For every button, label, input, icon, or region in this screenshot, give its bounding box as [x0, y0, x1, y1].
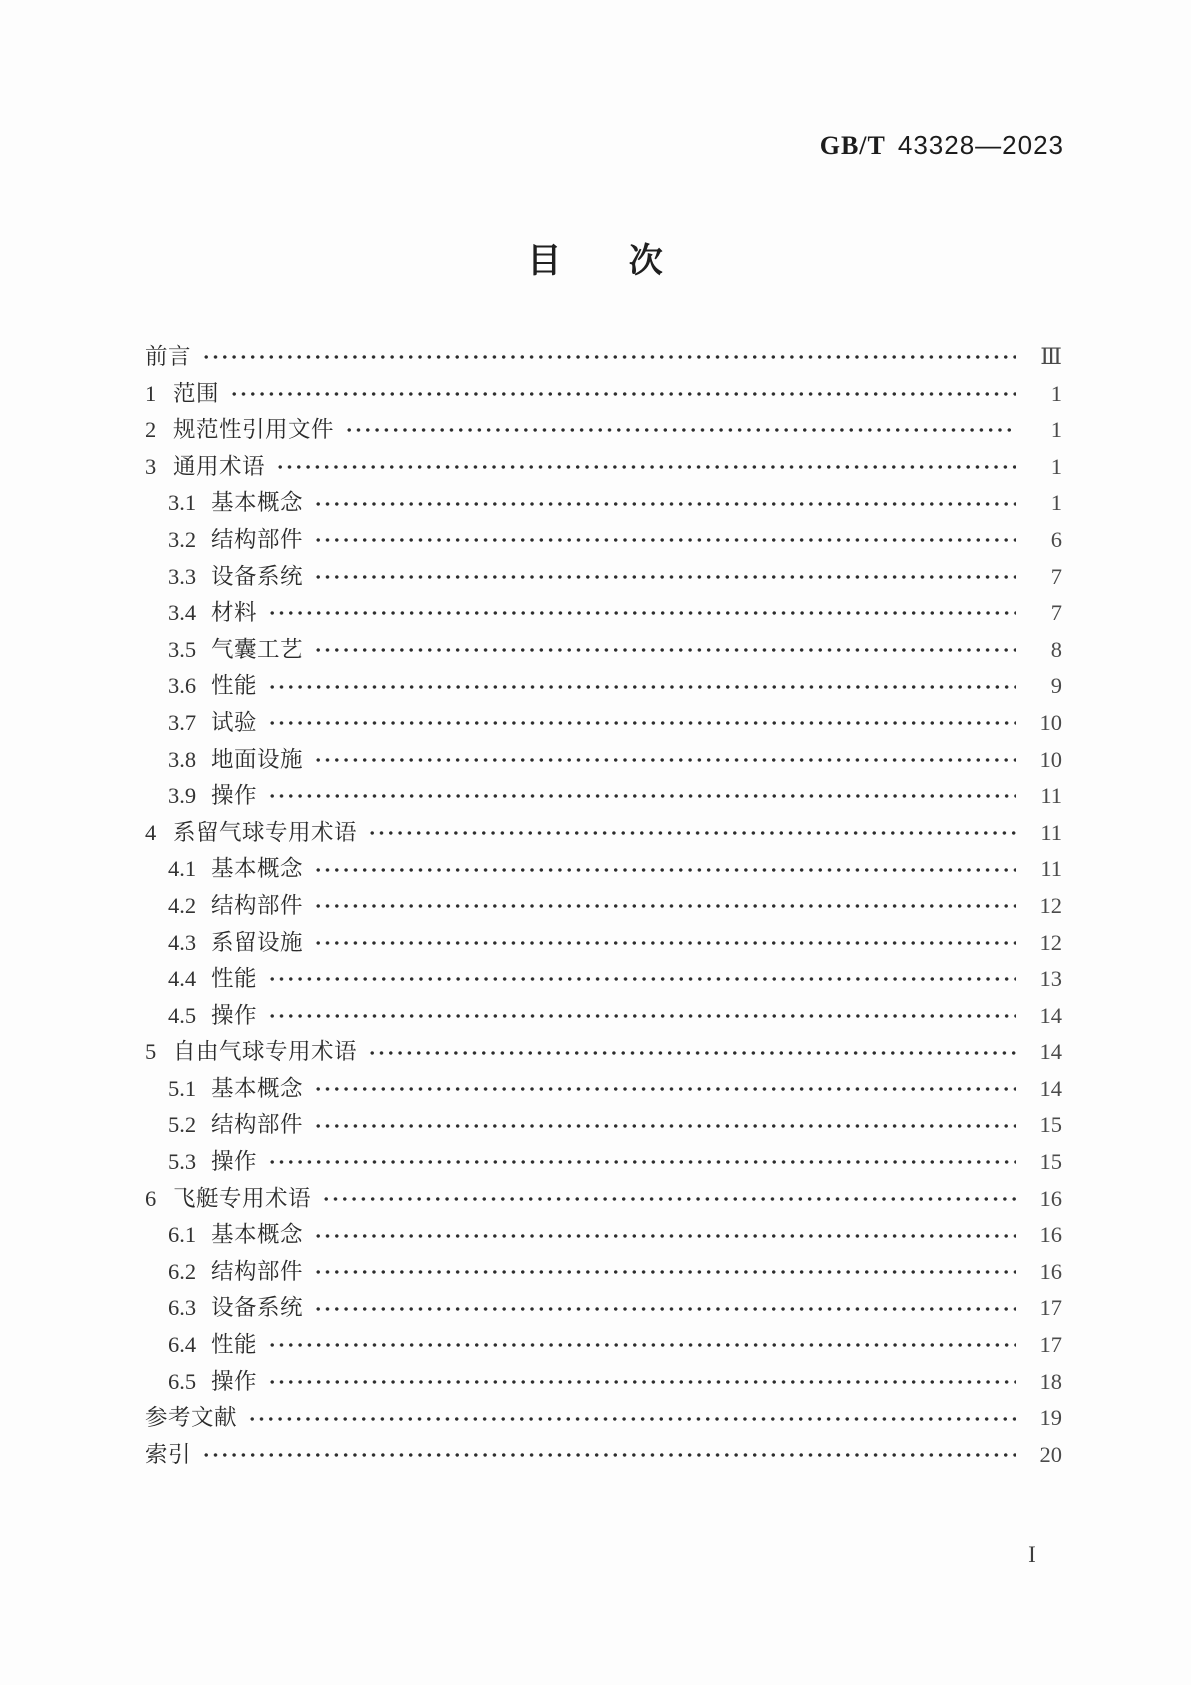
toc-entry-page: 1 [1050, 453, 1062, 479]
toc-entry-label: 结构部件 [211, 526, 304, 552]
toc-entry-number: 3.6 [168, 673, 197, 699]
toc-entry-number: 5 [145, 1039, 157, 1065]
toc-entry-label: 基本概念 [211, 490, 304, 516]
toc-entry-label: 基本概念 [211, 856, 304, 882]
dot-leader [270, 1379, 1016, 1385]
dot-leader [316, 1269, 1016, 1275]
toc-entry [145, 1107, 1062, 1144]
standard-number-prefix: GB/T [819, 131, 886, 160]
toc-entry [145, 1437, 1062, 1474]
toc-title: 目 次 [527, 242, 664, 280]
toc-entry [145, 485, 1062, 522]
toc-entry [145, 1181, 1062, 1218]
toc-entry [145, 1290, 1062, 1327]
toc-entry-label: 基本概念 [211, 1222, 304, 1248]
toc-entry [145, 998, 1062, 1035]
toc-entry-page: 16 [1039, 1185, 1062, 1211]
toc-entry-page: 16 [1039, 1222, 1062, 1248]
toc-entry [145, 522, 1062, 559]
toc-entry-number: 6.5 [168, 1368, 197, 1394]
toc-entry-page: Ⅲ [1040, 344, 1062, 369]
toc-entry [145, 888, 1062, 925]
dot-leader [270, 1013, 1016, 1019]
toc-entry-number: 3.3 [168, 563, 197, 589]
toc-entry-label: 自由气球专用术语 [173, 1039, 358, 1065]
dot-leader [316, 574, 1016, 580]
dot-leader [278, 464, 1016, 470]
standard-number [0, 130, 1064, 161]
toc-entry-label: 规范性引用文件 [173, 417, 335, 443]
toc-entry-number: 4.2 [168, 892, 197, 918]
toc-entry-label: 地面设施 [211, 746, 304, 772]
toc-entry-page: 7 [1050, 563, 1062, 589]
toc-entry-number: 4.5 [168, 1002, 197, 1028]
toc-entry-number: 5.3 [168, 1149, 197, 1175]
toc-entry-page: 19 [1039, 1405, 1062, 1431]
toc-entry-label: 性能 [211, 673, 258, 699]
toc-entry-page: 10 [1039, 709, 1062, 735]
toc-entry-page: 1 [1050, 490, 1062, 516]
toc-entry [145, 668, 1062, 705]
toc-entry [145, 815, 1062, 852]
toc-entry-label: 气囊工艺 [211, 636, 304, 662]
toc-entry [145, 449, 1062, 486]
toc-entry-page: 12 [1039, 892, 1062, 918]
dot-leader [316, 647, 1016, 653]
toc-entry-page: 17 [1039, 1295, 1062, 1321]
dot-leader [204, 354, 1016, 360]
toc-entry [145, 559, 1062, 596]
toc-entry-page: 11 [1040, 783, 1062, 809]
toc-list [145, 339, 1062, 1473]
toc-entry-number: 5.2 [168, 1112, 197, 1138]
dot-leader [204, 1452, 1016, 1458]
toc-entry-label: 基本概念 [211, 1075, 304, 1101]
toc-entry-number: 3.1 [168, 490, 197, 516]
toc-entry-page: 11 [1040, 819, 1062, 845]
dot-leader [270, 976, 1016, 982]
toc-entry-page: 15 [1039, 1112, 1062, 1138]
dot-leader [316, 903, 1016, 909]
dot-leader [316, 1306, 1016, 1312]
dot-leader [250, 1416, 1016, 1422]
toc-entry [145, 412, 1062, 449]
toc-entry-label: 材料 [211, 600, 258, 626]
toc-entry-label: 操作 [211, 1149, 258, 1175]
toc-entry-label: 性能 [211, 1332, 258, 1358]
toc-entry [145, 778, 1062, 815]
toc-entry [145, 1217, 1062, 1254]
dot-leader [316, 501, 1016, 507]
dot-leader [324, 1196, 1016, 1202]
toc-entry [145, 1364, 1062, 1401]
toc-entry-label: 设备系统 [211, 563, 304, 589]
toc-entry [145, 376, 1062, 413]
toc-entry-label: 参考文献 [145, 1405, 238, 1431]
dot-leader [316, 1233, 1016, 1239]
toc-entry [145, 925, 1062, 962]
dot-leader [316, 940, 1016, 946]
toc-entry-number: 4.4 [168, 966, 197, 992]
footer-page-number: I [1028, 1542, 1036, 1567]
dot-leader [370, 1050, 1016, 1056]
toc-entry-page: 1 [1050, 417, 1062, 443]
toc-entry [145, 1144, 1062, 1181]
toc-entry-page: 17 [1039, 1332, 1062, 1358]
toc-entry-page: 8 [1050, 636, 1062, 662]
toc-entry-label: 系留气球专用术语 [173, 819, 358, 845]
toc-entry-number: 5.1 [168, 1075, 197, 1101]
toc-entry-number: 3.8 [168, 746, 197, 772]
toc-entry-page: 15 [1039, 1149, 1062, 1175]
toc-entry [145, 1327, 1062, 1364]
toc-entry-page: 14 [1039, 1002, 1062, 1028]
toc-entry-label: 操作 [211, 783, 258, 809]
toc-entry-page: 12 [1039, 929, 1062, 955]
dot-leader [370, 830, 1016, 836]
toc-entry-number: 1 [145, 380, 157, 406]
toc-entry-label: 索引 [145, 1441, 192, 1467]
toc-entry-label: 飞艇专用术语 [173, 1185, 312, 1211]
toc-entry-number: 4 [145, 819, 157, 845]
dot-leader [347, 427, 1016, 433]
toc-entry-number: 2 [145, 417, 157, 443]
toc-entry-label: 设备系统 [211, 1295, 304, 1321]
toc-entry-number: 6.2 [168, 1258, 197, 1284]
toc-entry-number: 6.1 [168, 1222, 197, 1248]
dot-leader [316, 537, 1016, 543]
toc-entry [145, 632, 1062, 669]
toc-entry-number: 6.3 [168, 1295, 197, 1321]
toc-entry-number: 3.7 [168, 709, 197, 735]
toc-entry [145, 339, 1062, 376]
toc-entry [145, 1254, 1062, 1291]
toc-entry-page: 14 [1039, 1039, 1062, 1065]
toc-entry-page: 13 [1039, 966, 1062, 992]
toc-entry-page: 10 [1039, 746, 1062, 772]
dot-leader [270, 720, 1016, 726]
toc-entry-page: 11 [1040, 856, 1062, 882]
toc-entry-number: 4.3 [168, 929, 197, 955]
toc-entry-label: 通用术语 [173, 453, 266, 479]
toc-entry-label: 结构部件 [211, 1112, 304, 1138]
toc-entry-label: 性能 [211, 966, 258, 992]
toc-entry-page: 16 [1039, 1258, 1062, 1284]
toc-entry-page: 1 [1050, 380, 1062, 406]
dot-leader [270, 684, 1016, 690]
dot-leader [270, 793, 1016, 799]
toc-entry-page: 7 [1050, 600, 1062, 626]
toc-entry [145, 1400, 1062, 1437]
dot-leader [316, 867, 1016, 873]
toc-entry-label: 系留设施 [211, 929, 304, 955]
toc-entry [145, 705, 1062, 742]
dot-leader [270, 1342, 1016, 1348]
toc-entry-label: 操作 [211, 1002, 258, 1028]
toc-entry-number: 3 [145, 453, 157, 479]
toc-entry-page: 14 [1039, 1075, 1062, 1101]
toc-entry-page: 9 [1050, 673, 1062, 699]
toc-entry-label: 前言 [145, 344, 192, 369]
toc-entry-label: 结构部件 [211, 892, 304, 918]
toc-entry [145, 1034, 1062, 1071]
toc-entry-number: 3.9 [168, 783, 197, 809]
toc-entry-number: 3.2 [168, 526, 197, 552]
toc-entry [145, 595, 1062, 632]
toc-entry-number: 6 [145, 1185, 157, 1211]
standard-number-code: 43328—2023 [897, 130, 1064, 160]
dot-leader [316, 1086, 1016, 1092]
toc-entry [145, 851, 1062, 888]
toc-entry-label: 操作 [211, 1368, 258, 1394]
toc-entry-page: 6 [1050, 526, 1062, 552]
toc-entry-label: 结构部件 [211, 1258, 304, 1284]
dot-leader [232, 391, 1016, 397]
toc-entry-page: 18 [1039, 1368, 1062, 1394]
toc-entry-number: 4.1 [168, 856, 197, 882]
dot-leader [316, 757, 1016, 763]
toc-entry-number: 6.4 [168, 1332, 197, 1358]
dot-leader [270, 610, 1016, 616]
toc-entry [145, 961, 1062, 998]
dot-leader [270, 1159, 1016, 1165]
toc-entry [145, 1071, 1062, 1108]
toc-entry-label: 试验 [211, 709, 258, 735]
toc-entry [145, 742, 1062, 779]
dot-leader [316, 1123, 1016, 1129]
toc-entry-label: 范围 [173, 380, 220, 406]
toc-entry-number: 3.5 [168, 636, 197, 662]
toc-entry-page: 20 [1039, 1441, 1062, 1467]
toc-entry-number: 3.4 [168, 600, 197, 626]
